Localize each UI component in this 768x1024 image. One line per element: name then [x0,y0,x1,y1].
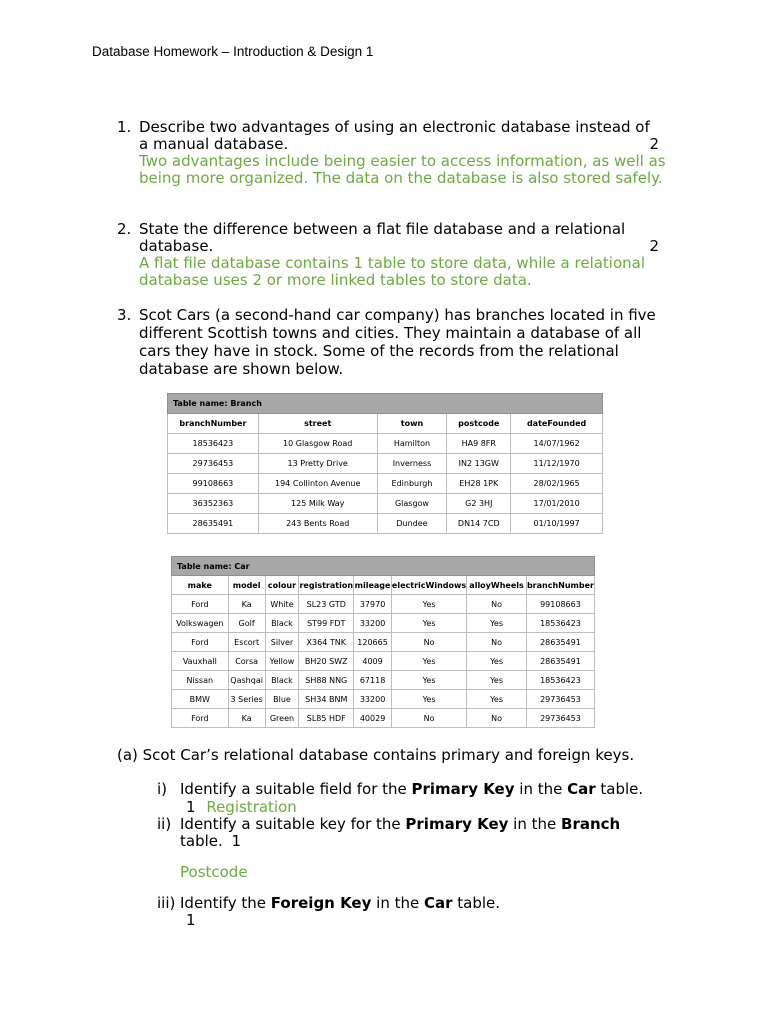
question-text-line2: a manual database. [139,135,289,153]
question-marks: 1 [231,832,242,850]
table-cell: Nissan [172,671,229,690]
question-3 [117,306,677,378]
table-cell: X364 TNK [299,633,354,652]
table-caption: Table name: Branch [168,394,603,414]
table-cell: 01/10/1997 [511,514,603,534]
table-cell: 33200 [354,690,392,709]
table-cell: 28635491 [526,633,594,652]
column-header: street [258,414,377,434]
table-cell: Yes [391,652,466,671]
sub-question-number: iii) [157,894,176,912]
text-segment: in the [371,894,424,912]
table-row [168,434,603,454]
column-header: dateFounded [511,414,603,434]
table-cell: 29736453 [526,690,594,709]
table-cell: Yes [391,671,466,690]
table-cell: Ford [172,709,229,728]
column-header: alloyWheels [467,576,527,595]
table-cell: 10 Glasgow Road [258,434,377,454]
table-cell: 125 Milk Way [258,494,377,514]
text-segment: Identify a suitable field for the [180,780,412,798]
table-row [172,652,595,671]
answer-text: A flat file database contains 1 table to store data, while a relational database uses 2 or more linked tables to store data. [139,254,646,289]
table-cell: 28635491 [168,514,259,534]
bold-term: Primary Key [405,815,509,833]
car-table [171,556,595,728]
question-marks: 1 [186,911,196,929]
table-cell: Yes [391,614,466,633]
table-cell: Corsa [228,652,265,671]
table-row [172,633,595,652]
answer-text: Postcode [180,863,248,881]
table-cell: BMW [172,690,229,709]
question-number: 3. [117,306,132,324]
table-cell: 18536423 [526,671,594,690]
column-header: colour [265,576,299,595]
table-cell: G2 3HJ [447,494,511,514]
table-cell: Golf [228,614,265,633]
table-cell: ST99 FDT [299,614,354,633]
question-text-line2: database. [139,237,214,255]
table-cell: Inverness [377,454,447,474]
text-segment: Identify the [180,894,271,912]
table-cell: No [467,709,527,728]
table-cell: EH28 1PK [447,474,511,494]
table-caption: Table name: Car [172,557,595,576]
table-cell: 29736453 [526,709,594,728]
sub-question-number: i) [157,780,168,798]
text-segment: table. [595,780,644,798]
bold-term: Foreign Key [270,894,372,912]
table-header-row [172,576,595,595]
table-cell: No [467,633,527,652]
question-text-line1: State the difference between a flat file database and a relational [139,220,626,238]
table-cell: Yes [467,671,527,690]
question-number: 2. [117,220,132,238]
table-cell: No [391,709,466,728]
table-row [168,454,603,474]
table-cell: 120665 [354,633,392,652]
bold-term: Car [424,894,453,912]
table-cell: Glasgow [377,494,447,514]
table-cell: Volkswagen [172,614,229,633]
table-cell: 67118 [354,671,392,690]
bold-term: Primary Key [411,780,515,798]
table-cell: 40029 [354,709,392,728]
table-row [168,494,603,514]
table-cell: Hamilton [377,434,447,454]
table-cell: SL23 GTD [299,595,354,614]
table-cell: No [467,595,527,614]
part-a-iii [157,895,175,912]
part-a-i-text [180,781,643,798]
table-cell: 18536423 [526,614,594,633]
table-cell: Green [265,709,299,728]
table-cell: 37970 [354,595,392,614]
table-cell: Ford [172,595,229,614]
table-cell: BH20 SWZ [299,652,354,671]
table-cell: Silver [265,633,299,652]
table-cell: DN14 7CD [447,514,511,534]
table-cell: 3 Series [228,690,265,709]
table-cell: 99108663 [168,474,259,494]
question-marks: 1 [186,798,196,816]
table-cell: Edinburgh [377,474,447,494]
table-cell: White [265,595,299,614]
question-text: Scot Cars (a second-hand car company) has branches located in five different Scottish towns and cities. They maintain a database of all cars they have in stock. Some of the records from the relational database are shown below. [139,306,656,378]
table-cell: SH34 BNM [299,690,354,709]
question-2 [117,221,672,289]
table-cell: 18536423 [168,434,259,454]
column-header: model [228,576,265,595]
bold-term: Branch [561,815,621,833]
table-cell: 17/01/2010 [511,494,603,514]
text-segment: in the [514,780,568,798]
text-segment: table. [452,894,501,912]
table-cell: Yes [391,690,466,709]
table-row [172,690,595,709]
column-header: registration [299,576,354,595]
question-marks: 2 [649,237,659,255]
table-header-row [168,414,603,434]
part-a-iii-text [180,895,500,912]
table-cell: SH88 NNG [299,671,354,690]
page-header: Database Homework – Introduction & Design 1 [92,44,374,59]
part-a-i-marks-line [186,799,297,816]
answer-text: Registration [206,798,297,816]
table-row [172,671,595,690]
part-a-intro: (a) Scot Car’s relational database contains primary and foreign keys. [117,746,635,764]
table-cell: 99108663 [526,595,594,614]
table-cell: 28/02/1965 [511,474,603,494]
table-cell: HA9 8FR [447,434,511,454]
column-header: make [172,576,229,595]
column-header: town [377,414,447,434]
part-a-ii-marks-line [180,833,241,850]
table-row [172,595,595,614]
bold-term: Car [567,780,596,798]
column-header: postcode [447,414,511,434]
text-segment: Identify a suitable key for the [180,815,406,833]
table-row [168,474,603,494]
table-cell: Dundee [377,514,447,534]
table-cell: 36352363 [168,494,259,514]
table-cell: Yes [467,690,527,709]
table-cell: 33200 [354,614,392,633]
table-row [172,614,595,633]
table-cell: 11/12/1970 [511,454,603,474]
part-a-ii-text [180,816,650,833]
table-cell: Ka [228,595,265,614]
table-cell: 29736453 [168,454,259,474]
column-header: mileage [354,576,392,595]
branch-table [167,393,603,534]
column-header: branchNumber [526,576,594,595]
question-1 [117,119,672,187]
table-cell: SL85 HDF [299,709,354,728]
table-cell: Ford [172,633,229,652]
answer-text: Two advantages include being easier to access information, as well as being more organized. The data on the database is also stored safely. [139,152,666,187]
part-a-i [157,781,167,798]
table-cell: Black [265,671,299,690]
table-cell: Ka [228,709,265,728]
table-cell: Yes [467,614,527,633]
table-row [172,709,595,728]
table-cell: 13 Pretty Drive [258,454,377,474]
table-cell: Blue [265,690,299,709]
table-cell: 194 Collinton Avenue [258,474,377,494]
table-cell: Yellow [265,652,299,671]
table-cell: 14/07/1962 [511,434,603,454]
table-cell: IN2 13GW [447,454,511,474]
question-marks: 2 [649,135,659,153]
table-cell: No [391,633,466,652]
text-segment: table. [180,832,223,850]
question-text-line1: Describe two advantages of using an electronic database instead of [139,118,650,136]
table-cell: Black [265,614,299,633]
column-header: electricWindows [391,576,466,595]
sub-question-number: ii) [157,815,172,833]
table-row [168,514,603,534]
table-cell: 4009 [354,652,392,671]
table-cell: Yes [467,652,527,671]
table-cell: 28635491 [526,652,594,671]
column-header: branchNumber [168,414,259,434]
table-cell: Vauxhall [172,652,229,671]
part-a-ii [157,816,171,833]
question-number: 1. [117,118,132,136]
table-cell: Yes [391,595,466,614]
table-cell: 243 Bents Road [258,514,377,534]
table-cell: Escort [228,633,265,652]
text-segment: in the [508,815,562,833]
table-cell: Qashqai [228,671,265,690]
